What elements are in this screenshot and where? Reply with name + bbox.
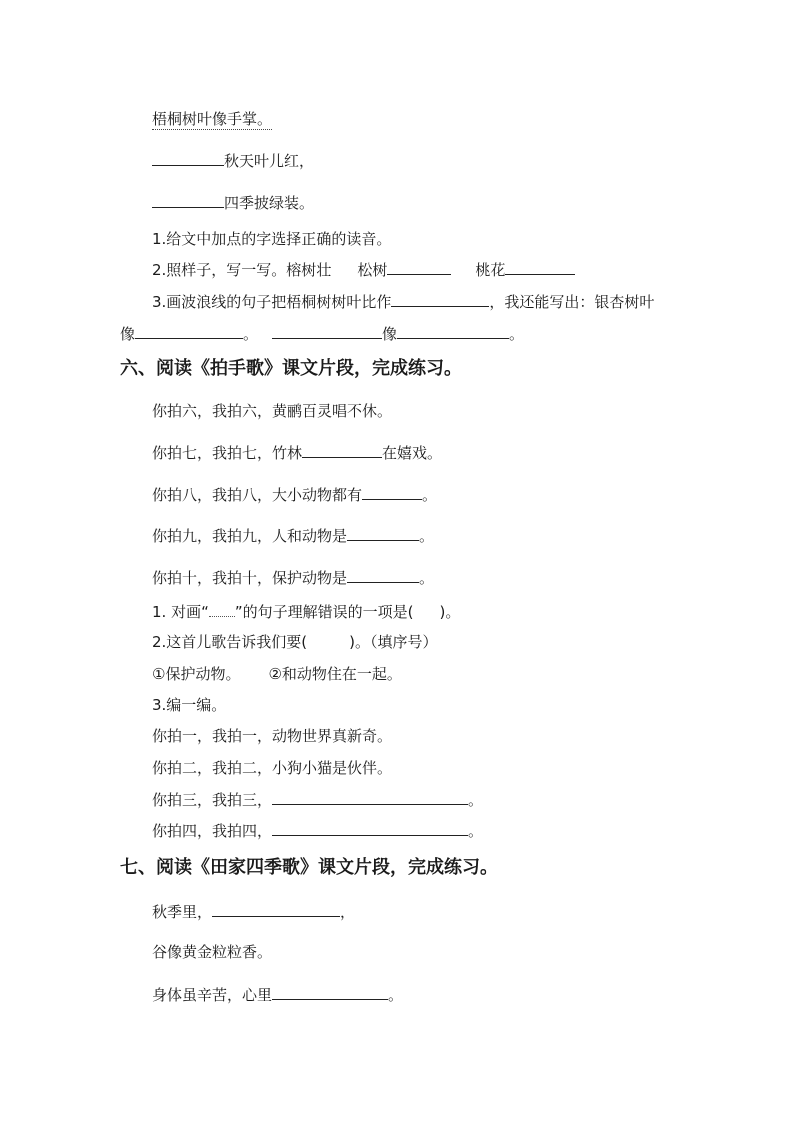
answer-blank[interactable] [152,150,224,166]
question-1: 1.给文中加点的字选择正确的读音。 [152,230,392,248]
poem-line-2: 秋天叶儿红， [152,150,314,171]
answer-blank[interactable] [212,901,340,917]
wavy-underlined-sentence: 梧桐树叶像手掌。 [152,110,273,128]
answer-blank[interactable] [347,525,419,541]
answer-blank[interactable] [362,484,422,500]
answer-blank[interactable] [272,789,468,805]
answer-blank[interactable] [272,323,382,339]
question-6-2: 2.这首儿歌告诉我们要( )。（填序号） [152,633,438,651]
compose-line-4: 你拍四，我拍四， 。 [152,822,484,840]
answer-blank[interactable] [347,567,419,583]
question-3-line-2: 像 。 像 。 [120,325,525,343]
poem-7-line-3: 身体虽辛苦，心里 。 [152,986,404,1004]
answer-blank[interactable] [272,820,468,836]
poem-line-3: 四季披绿装。 [152,192,314,213]
answer-blank[interactable] [152,192,224,208]
song-line-10: 你拍十，我拍十，保护动物是 。 [152,569,435,587]
poem-7-line-1: 秋季里， ， [152,903,356,921]
answer-blank[interactable] [302,442,382,458]
answer-blank[interactable] [505,259,575,275]
section-6-heading: 六、阅读《拍手歌》课文片段，完成练习。 [120,358,462,379]
question-6-3: 3.编一编。 [152,696,227,714]
example-line-1: 你拍一，我拍一，动物世界真新奇。 [152,727,393,745]
example-line-2: 你拍二，我拍二，小狗小猫是伙伴。 [152,759,393,777]
question-2: 2.照样子，写一写。榕树壮 松树 桃花 [152,259,575,280]
song-line-6: 你拍六，我拍六，黄鹂百灵唱不休。 [152,402,393,420]
song-line-8: 你拍八，我拍八，大小动物都有 。 [152,486,438,504]
option-2: ②和动物住在一起。 [268,665,402,683]
answer-blank[interactable] [135,323,243,339]
answer-blank[interactable] [391,291,489,307]
question-6-1: 1. 对画“ ”的句子理解错误的一项是( )。 [152,603,461,621]
poem-7-line-2: 谷像黄金粒粒香。 [152,943,273,961]
wavy-line-mark [209,604,235,617]
song-line-7: 你拍七，我拍七，竹林 在嬉戏。 [152,444,443,462]
question-3-line-1: 3.画波浪线的句子把梧桐树树叶比作 ，我还能写出：银杏树叶 [152,293,655,311]
option-1: ①保护动物。 [152,665,241,683]
compose-line-3: 你拍三，我拍三， 。 [152,791,484,809]
answer-blank[interactable] [272,984,388,1000]
poem-line-1 [152,109,272,129]
answer-blank[interactable] [387,259,451,275]
options-row [152,664,402,684]
song-line-9: 你拍九，我拍九，人和动物是 。 [152,527,435,545]
answer-blank[interactable] [397,323,509,339]
section-7-heading: 七、阅读《田家四季歌》课文片段，完成练习。 [120,857,498,878]
